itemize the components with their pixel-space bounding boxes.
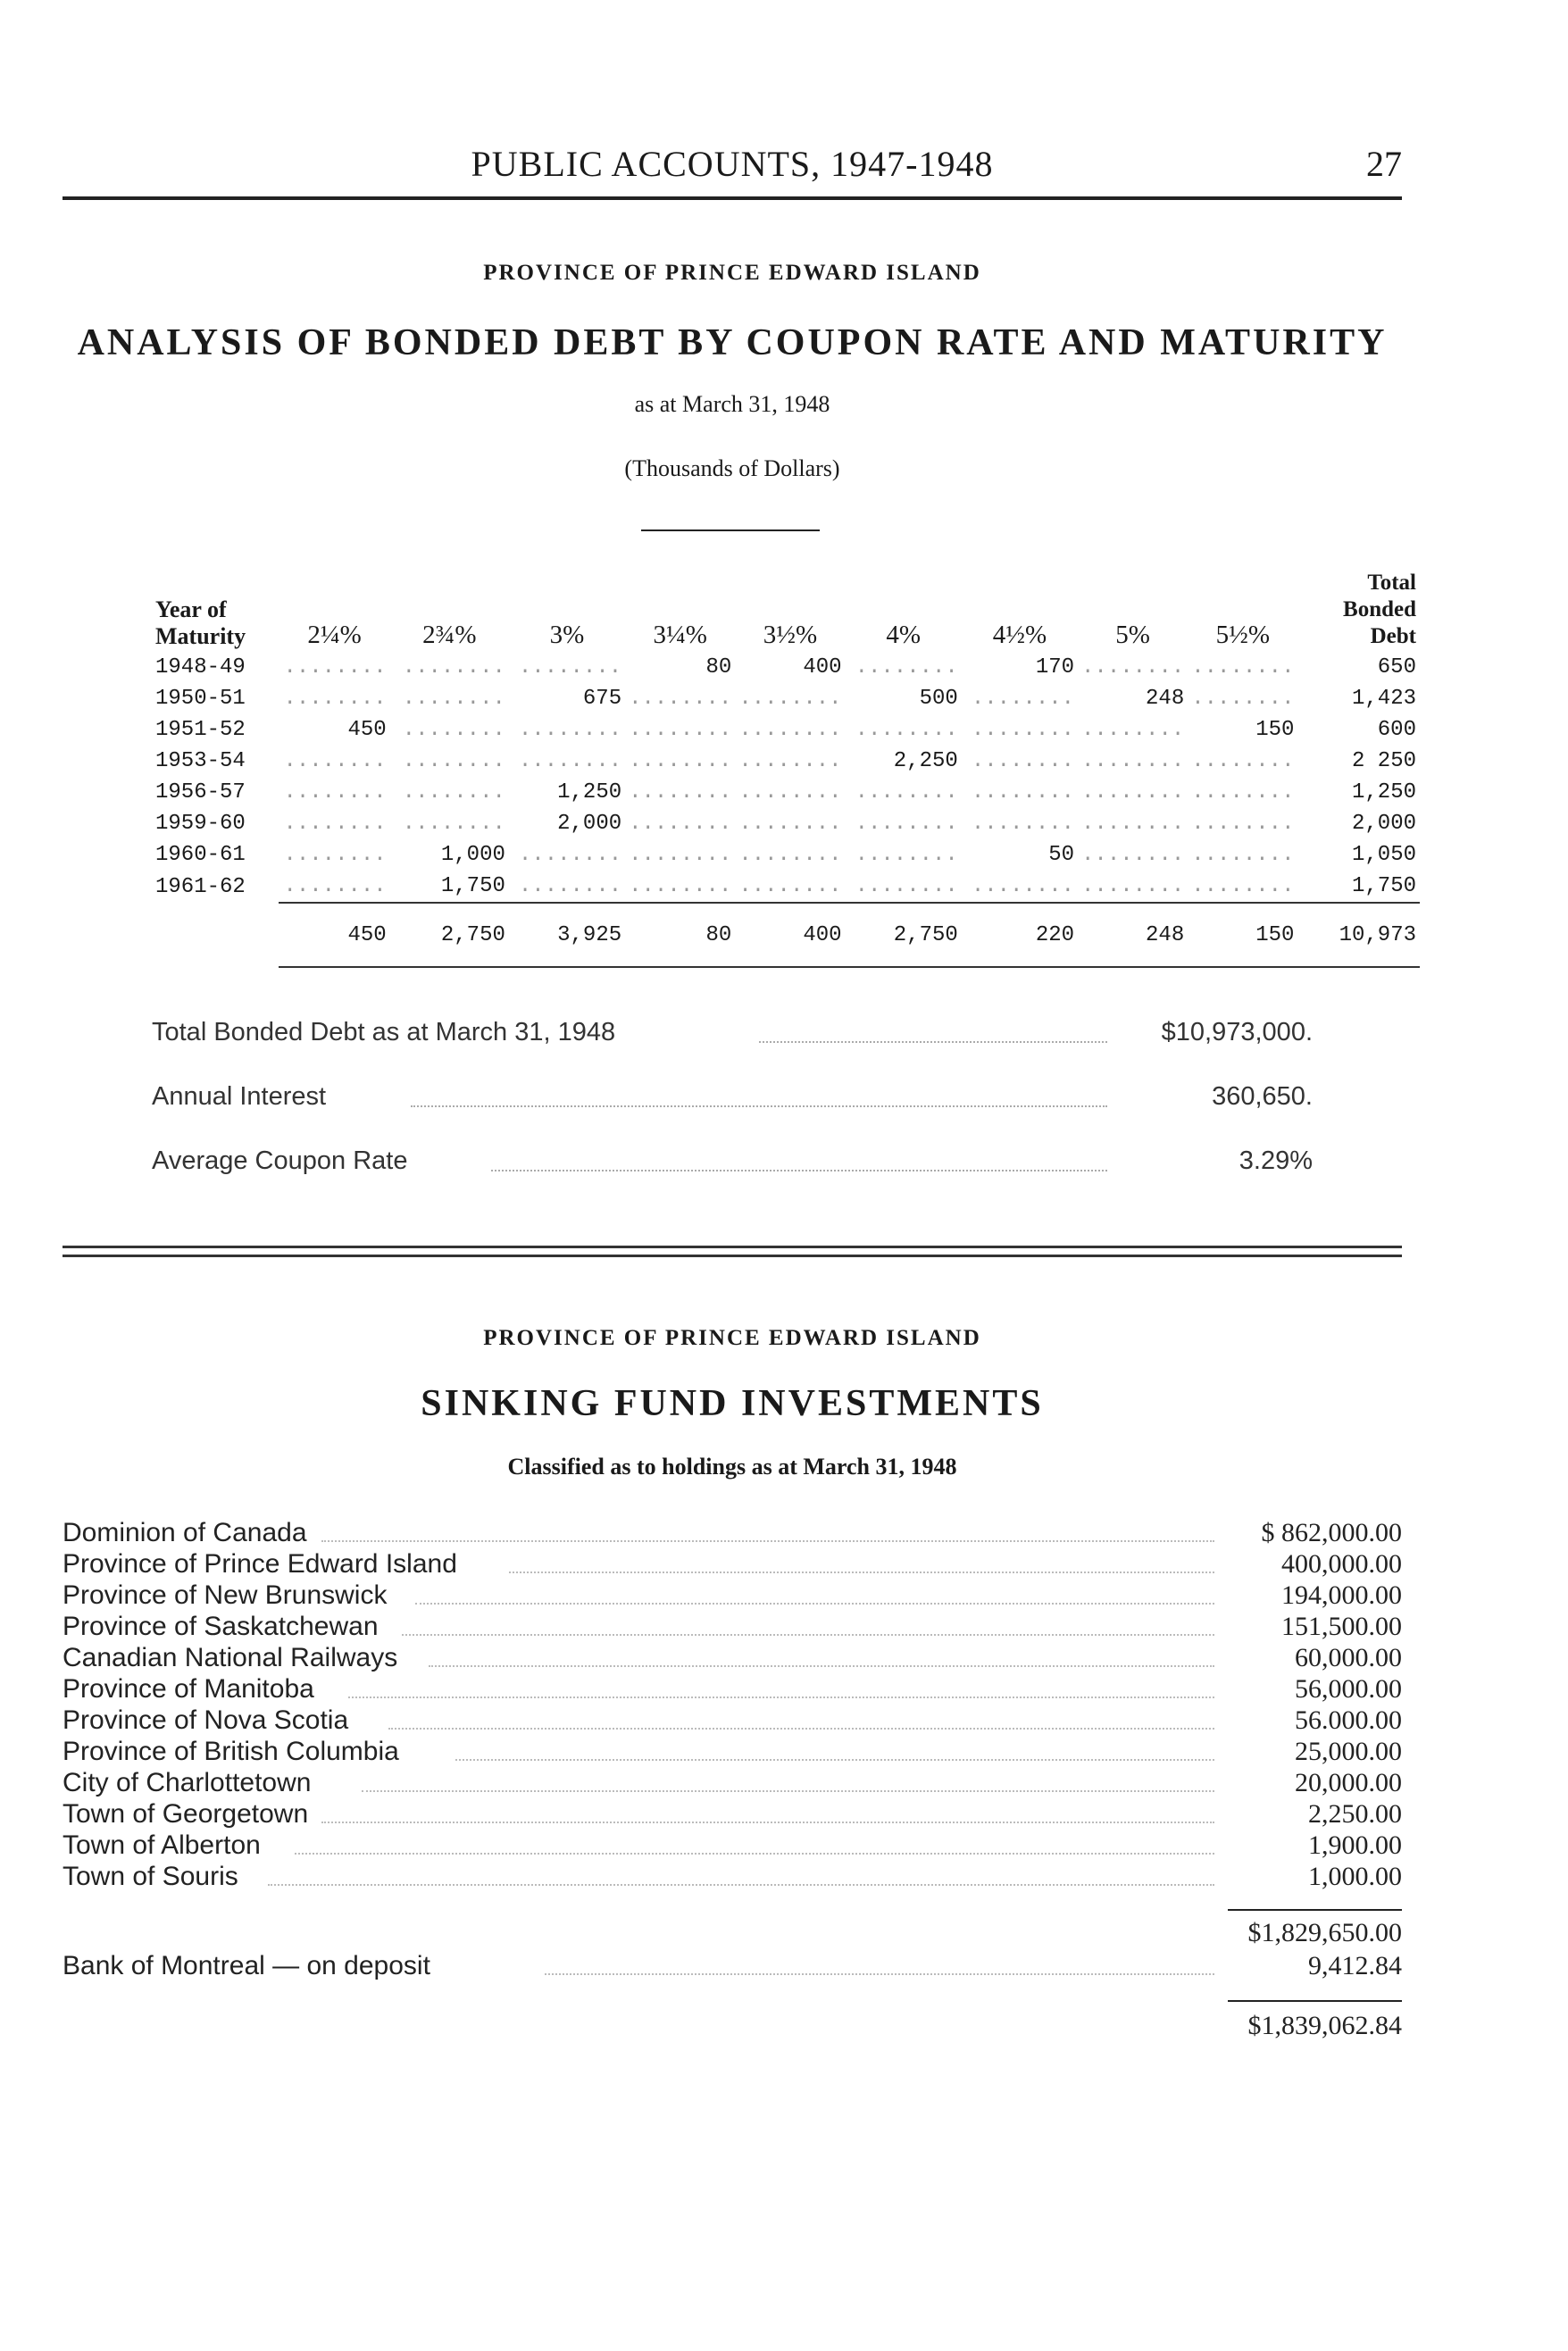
subtotal-rule bbox=[1228, 1909, 1402, 1911]
holding-label: Town of Souris bbox=[63, 1862, 238, 1891]
holding-row bbox=[63, 1768, 1402, 1799]
holding-row bbox=[63, 1705, 1402, 1737]
table-row bbox=[152, 714, 1420, 746]
empty-cell: ........ bbox=[402, 718, 505, 742]
holding-value: 56.000.00 bbox=[1295, 1705, 1402, 1735]
empty-cell: ........ bbox=[1191, 812, 1295, 836]
empty-cell: ........ bbox=[1081, 655, 1185, 679]
holding-value: 60,000.00 bbox=[1295, 1643, 1402, 1672]
totals-spacer bbox=[152, 903, 279, 967]
empty-cell: ........ bbox=[971, 812, 1075, 836]
amount-cell: 500 bbox=[919, 687, 958, 711]
column-total-cell: 80 bbox=[625, 903, 735, 967]
empty-cell: ........ bbox=[1081, 780, 1185, 805]
running-title: PUBLIC ACCOUNTS, 1947-1948 bbox=[471, 144, 994, 184]
empty-cell: ........ bbox=[402, 655, 505, 679]
province-heading-2: PROVINCE OF PRINCE EDWARD ISLAND bbox=[483, 1326, 981, 1350]
empty-cell: ........ bbox=[1081, 843, 1185, 867]
holding-value: 194,000.00 bbox=[1281, 1580, 1402, 1610]
units-line: (Thousands of Dollars) bbox=[624, 455, 840, 481]
amount-cell: 150 bbox=[1255, 718, 1295, 742]
date-line: as at March 31, 1948 bbox=[634, 391, 830, 417]
holding-row bbox=[63, 1518, 1402, 1549]
empty-cell: ........ bbox=[1081, 718, 1185, 742]
holding-value: 1,900.00 bbox=[1308, 1830, 1402, 1860]
empty-cell: ........ bbox=[629, 812, 732, 836]
empty-cell: ........ bbox=[855, 812, 958, 836]
rate-header: 3% bbox=[549, 621, 585, 649]
empty-cell: ........ bbox=[738, 718, 842, 742]
empty-cell: ........ bbox=[1191, 655, 1295, 679]
summary-label: Average Coupon Rate bbox=[152, 1146, 408, 1175]
empty-cell: ........ bbox=[1191, 749, 1295, 773]
empty-cell: ........ bbox=[971, 749, 1075, 773]
sinking-fund-title: SINKING FUND INVESTMENTS bbox=[421, 1383, 1044, 1424]
holding-row bbox=[63, 1799, 1402, 1830]
subtotal-value: $1,829,650.00 bbox=[1247, 1918, 1402, 1947]
empty-cell: ........ bbox=[283, 843, 387, 867]
amount-cell: 80 bbox=[705, 655, 732, 679]
grand-total-row bbox=[63, 2011, 1402, 2047]
year-header-line2: Maturity bbox=[155, 623, 246, 649]
row-total-cell: 1,423 bbox=[1351, 687, 1416, 711]
year-cell: 1953-54 bbox=[155, 749, 246, 773]
rate-header: 4½% bbox=[992, 621, 1047, 649]
page-number: 27 bbox=[1366, 144, 1402, 184]
empty-cell: ........ bbox=[283, 780, 387, 805]
year-cell: 1956-57 bbox=[155, 780, 246, 805]
rate-header: 2¼% bbox=[307, 621, 362, 649]
empty-cell: ........ bbox=[629, 749, 732, 773]
dot-leader bbox=[509, 1572, 1214, 1573]
empty-cell: ........ bbox=[855, 655, 958, 679]
totals-row bbox=[152, 903, 1420, 967]
holding-label: Town of Georgetown bbox=[63, 1799, 309, 1829]
dot-leader bbox=[388, 1728, 1214, 1730]
column-total-cell: 248 bbox=[1078, 903, 1188, 967]
holding-row bbox=[63, 1862, 1402, 1893]
year-cell: 1951-52 bbox=[155, 718, 246, 742]
summary-value: 3.29% bbox=[1239, 1146, 1313, 1175]
empty-cell: ........ bbox=[738, 687, 842, 711]
summary-label: Total Bonded Debt as at March 31, 1948 bbox=[152, 1018, 616, 1046]
grand-total-cell: 10,973 bbox=[1297, 903, 1420, 967]
bonded-debt-table bbox=[152, 536, 1420, 968]
rate-header: 3½% bbox=[763, 621, 818, 649]
column-total-cell: 3,925 bbox=[509, 903, 625, 967]
amount-cell: 450 bbox=[347, 718, 387, 742]
dot-leader bbox=[402, 1634, 1214, 1636]
rate-header: 5% bbox=[1115, 621, 1150, 649]
holding-value: $ 862,000.00 bbox=[1261, 1518, 1402, 1547]
summary-annual-interest bbox=[152, 1082, 1313, 1118]
holding-value: 2,250.00 bbox=[1308, 1799, 1402, 1829]
empty-cell: ........ bbox=[518, 843, 622, 867]
bank-deposit-row bbox=[63, 1951, 1402, 1987]
holding-label: Province of British Columbia bbox=[63, 1737, 399, 1766]
holding-label: City of Charlottetown bbox=[63, 1768, 312, 1797]
empty-cell: ........ bbox=[402, 812, 505, 836]
dot-leader bbox=[415, 1603, 1214, 1605]
empty-cell: ........ bbox=[629, 780, 732, 805]
holding-label: Province of Nova Scotia bbox=[63, 1705, 349, 1735]
holding-row bbox=[63, 1830, 1402, 1862]
empty-cell: ........ bbox=[971, 780, 1075, 805]
amount-cell: 675 bbox=[582, 687, 622, 711]
row-total-cell: 600 bbox=[1377, 718, 1416, 742]
page-header bbox=[63, 143, 1402, 196]
table-row bbox=[152, 808, 1420, 839]
empty-cell: ........ bbox=[1081, 874, 1185, 898]
holding-row bbox=[63, 1549, 1402, 1580]
dot-leader bbox=[455, 1759, 1214, 1761]
year-cell: 1950-51 bbox=[155, 687, 246, 711]
grand-total-rule bbox=[1228, 2000, 1402, 2002]
amount-cell: 1,000 bbox=[440, 843, 505, 867]
year-header-line1: Year of bbox=[155, 596, 227, 622]
empty-cell: ........ bbox=[1191, 874, 1295, 898]
empty-cell: ........ bbox=[855, 843, 958, 867]
column-total-cell: 2,750 bbox=[846, 903, 962, 967]
dot-leader bbox=[321, 1540, 1214, 1542]
amount-cell: 170 bbox=[1035, 655, 1075, 679]
table-row bbox=[152, 746, 1420, 777]
analysis-title: ANALYSIS OF BONDED DEBT BY COUPON RATE AND MATURITY bbox=[77, 322, 1388, 363]
holding-value: 400,000.00 bbox=[1281, 1549, 1402, 1579]
section-separator-bottom bbox=[63, 1255, 1402, 1257]
dot-leader bbox=[268, 1884, 1214, 1886]
dot-leader bbox=[429, 1665, 1214, 1667]
holding-label: Canadian National Railways bbox=[63, 1643, 398, 1672]
empty-cell: ........ bbox=[402, 749, 505, 773]
rate-header: 5½% bbox=[1215, 621, 1271, 649]
empty-cell: ........ bbox=[738, 843, 842, 867]
holding-row bbox=[63, 1737, 1402, 1768]
rate-header: 2¾% bbox=[422, 621, 477, 649]
empty-cell: ........ bbox=[855, 780, 958, 805]
summary-total-debt bbox=[152, 1018, 1313, 1054]
empty-cell: ........ bbox=[738, 780, 842, 805]
summary-value: 360,650. bbox=[1212, 1082, 1313, 1111]
holding-label: Province of New Brunswick bbox=[63, 1580, 388, 1610]
empty-cell: ........ bbox=[629, 718, 732, 742]
table-row bbox=[152, 683, 1420, 714]
holding-label: Dominion of Canada bbox=[63, 1518, 307, 1547]
empty-cell: ........ bbox=[971, 874, 1075, 898]
empty-cell: ........ bbox=[283, 749, 387, 773]
holding-label: Province of Manitoba bbox=[63, 1674, 314, 1704]
year-cell: 1960-61 bbox=[155, 843, 246, 867]
empty-cell: ........ bbox=[402, 780, 505, 805]
empty-cell: ........ bbox=[1081, 749, 1185, 773]
amount-cell: 1,250 bbox=[557, 780, 622, 805]
table-row bbox=[152, 839, 1420, 871]
empty-cell: ........ bbox=[518, 655, 622, 679]
empty-cell: ........ bbox=[1081, 812, 1185, 836]
year-cell: 1959-60 bbox=[155, 812, 246, 836]
year-cell: 1948-49 bbox=[155, 655, 246, 679]
empty-cell: ........ bbox=[629, 874, 732, 898]
empty-cell: ........ bbox=[1191, 687, 1295, 711]
year-cell: 1961-62 bbox=[155, 874, 246, 899]
empty-cell: ........ bbox=[518, 718, 622, 742]
empty-cell: ........ bbox=[629, 843, 732, 867]
column-total-cell: 220 bbox=[962, 903, 1078, 967]
summary-label: Annual Interest bbox=[152, 1082, 327, 1111]
summary-value: $10,973,000. bbox=[1161, 1018, 1313, 1046]
column-total-cell: 450 bbox=[279, 903, 389, 967]
section-separator-top bbox=[63, 1246, 1402, 1248]
row-total-cell: 2 250 bbox=[1351, 749, 1416, 773]
dot-leader bbox=[362, 1790, 1214, 1792]
amount-cell: 2,250 bbox=[893, 749, 958, 773]
rate-header: 4% bbox=[886, 621, 922, 649]
column-total-cell: 400 bbox=[735, 903, 845, 967]
row-total-cell: 1,250 bbox=[1351, 780, 1416, 805]
empty-cell: ........ bbox=[855, 718, 958, 742]
dot-leader bbox=[491, 1170, 1107, 1171]
table-header-row bbox=[152, 536, 1420, 652]
rate-header: 3¼% bbox=[653, 621, 707, 649]
empty-cell: ........ bbox=[971, 687, 1075, 711]
total-header-line1: Total bbox=[1367, 571, 1416, 595]
dot-leader bbox=[295, 1853, 1214, 1855]
summary-coupon-rate bbox=[152, 1146, 1313, 1182]
province-heading: PROVINCE OF PRINCE EDWARD ISLAND bbox=[483, 261, 981, 285]
holding-label: Province of Prince Edward Island bbox=[63, 1549, 457, 1579]
amount-cell: 400 bbox=[803, 655, 842, 679]
holding-row bbox=[63, 1643, 1402, 1674]
holding-value: 1,000.00 bbox=[1308, 1862, 1402, 1891]
total-header-line3: Debt bbox=[1370, 624, 1416, 648]
empty-cell: ........ bbox=[738, 749, 842, 773]
row-total-cell: 1,050 bbox=[1351, 843, 1416, 867]
empty-cell: ........ bbox=[283, 655, 387, 679]
amount-cell: 2,000 bbox=[557, 812, 622, 836]
table-row bbox=[152, 652, 1420, 683]
empty-cell: ........ bbox=[402, 687, 505, 711]
holding-row bbox=[63, 1674, 1402, 1705]
holding-value: 56,000.00 bbox=[1295, 1674, 1402, 1704]
column-total-cell: 2,750 bbox=[390, 903, 509, 967]
bank-value: 9,412.84 bbox=[1308, 1951, 1402, 1980]
row-total-cell: 1,750 bbox=[1351, 874, 1416, 898]
amount-cell: 1,750 bbox=[440, 874, 505, 898]
dot-leader bbox=[545, 1973, 1214, 1975]
holding-value: 151,500.00 bbox=[1281, 1612, 1402, 1641]
empty-cell: ........ bbox=[283, 874, 387, 898]
empty-cell: ........ bbox=[518, 874, 622, 898]
holding-value: 25,000.00 bbox=[1295, 1737, 1402, 1766]
table-row bbox=[152, 871, 1420, 903]
empty-cell: ........ bbox=[629, 687, 732, 711]
total-header bbox=[1297, 536, 1420, 652]
empty-cell: ........ bbox=[855, 874, 958, 898]
column-total-cell: 150 bbox=[1188, 903, 1297, 967]
year-header bbox=[152, 536, 279, 652]
holding-row bbox=[63, 1580, 1402, 1612]
table-row bbox=[152, 777, 1420, 808]
empty-cell: ........ bbox=[971, 718, 1075, 742]
total-header-line2: Bonded bbox=[1343, 597, 1416, 621]
empty-cell: ........ bbox=[1191, 843, 1295, 867]
holdings-subtitle: Classified as to holdings as at March 31, 1948 bbox=[507, 1454, 957, 1480]
grand-total-value: $1,839,062.84 bbox=[1247, 2011, 1402, 2040]
empty-cell: ........ bbox=[283, 812, 387, 836]
holding-label: Province of Saskatchewan bbox=[63, 1612, 379, 1641]
bank-label: Bank of Montreal — on deposit bbox=[63, 1951, 430, 1980]
dot-leader bbox=[759, 1041, 1107, 1043]
row-total-cell: 650 bbox=[1377, 655, 1416, 679]
empty-cell: ........ bbox=[738, 812, 842, 836]
holding-label: Town of Alberton bbox=[63, 1830, 261, 1860]
dot-leader bbox=[348, 1697, 1214, 1698]
empty-cell: ........ bbox=[1191, 780, 1295, 805]
row-total-cell: 2,000 bbox=[1351, 812, 1416, 836]
holding-row bbox=[63, 1612, 1402, 1643]
amount-cell: 248 bbox=[1146, 687, 1185, 711]
header-rule bbox=[63, 196, 1402, 200]
heading-rule bbox=[641, 529, 820, 531]
empty-cell: ........ bbox=[738, 874, 842, 898]
empty-cell: ........ bbox=[283, 687, 387, 711]
subtotal-row bbox=[63, 1918, 1402, 1954]
amount-cell: 50 bbox=[1048, 843, 1075, 867]
dot-leader bbox=[321, 1822, 1214, 1823]
holding-value: 20,000.00 bbox=[1295, 1768, 1402, 1797]
empty-cell: ........ bbox=[518, 749, 622, 773]
dot-leader bbox=[411, 1105, 1107, 1107]
